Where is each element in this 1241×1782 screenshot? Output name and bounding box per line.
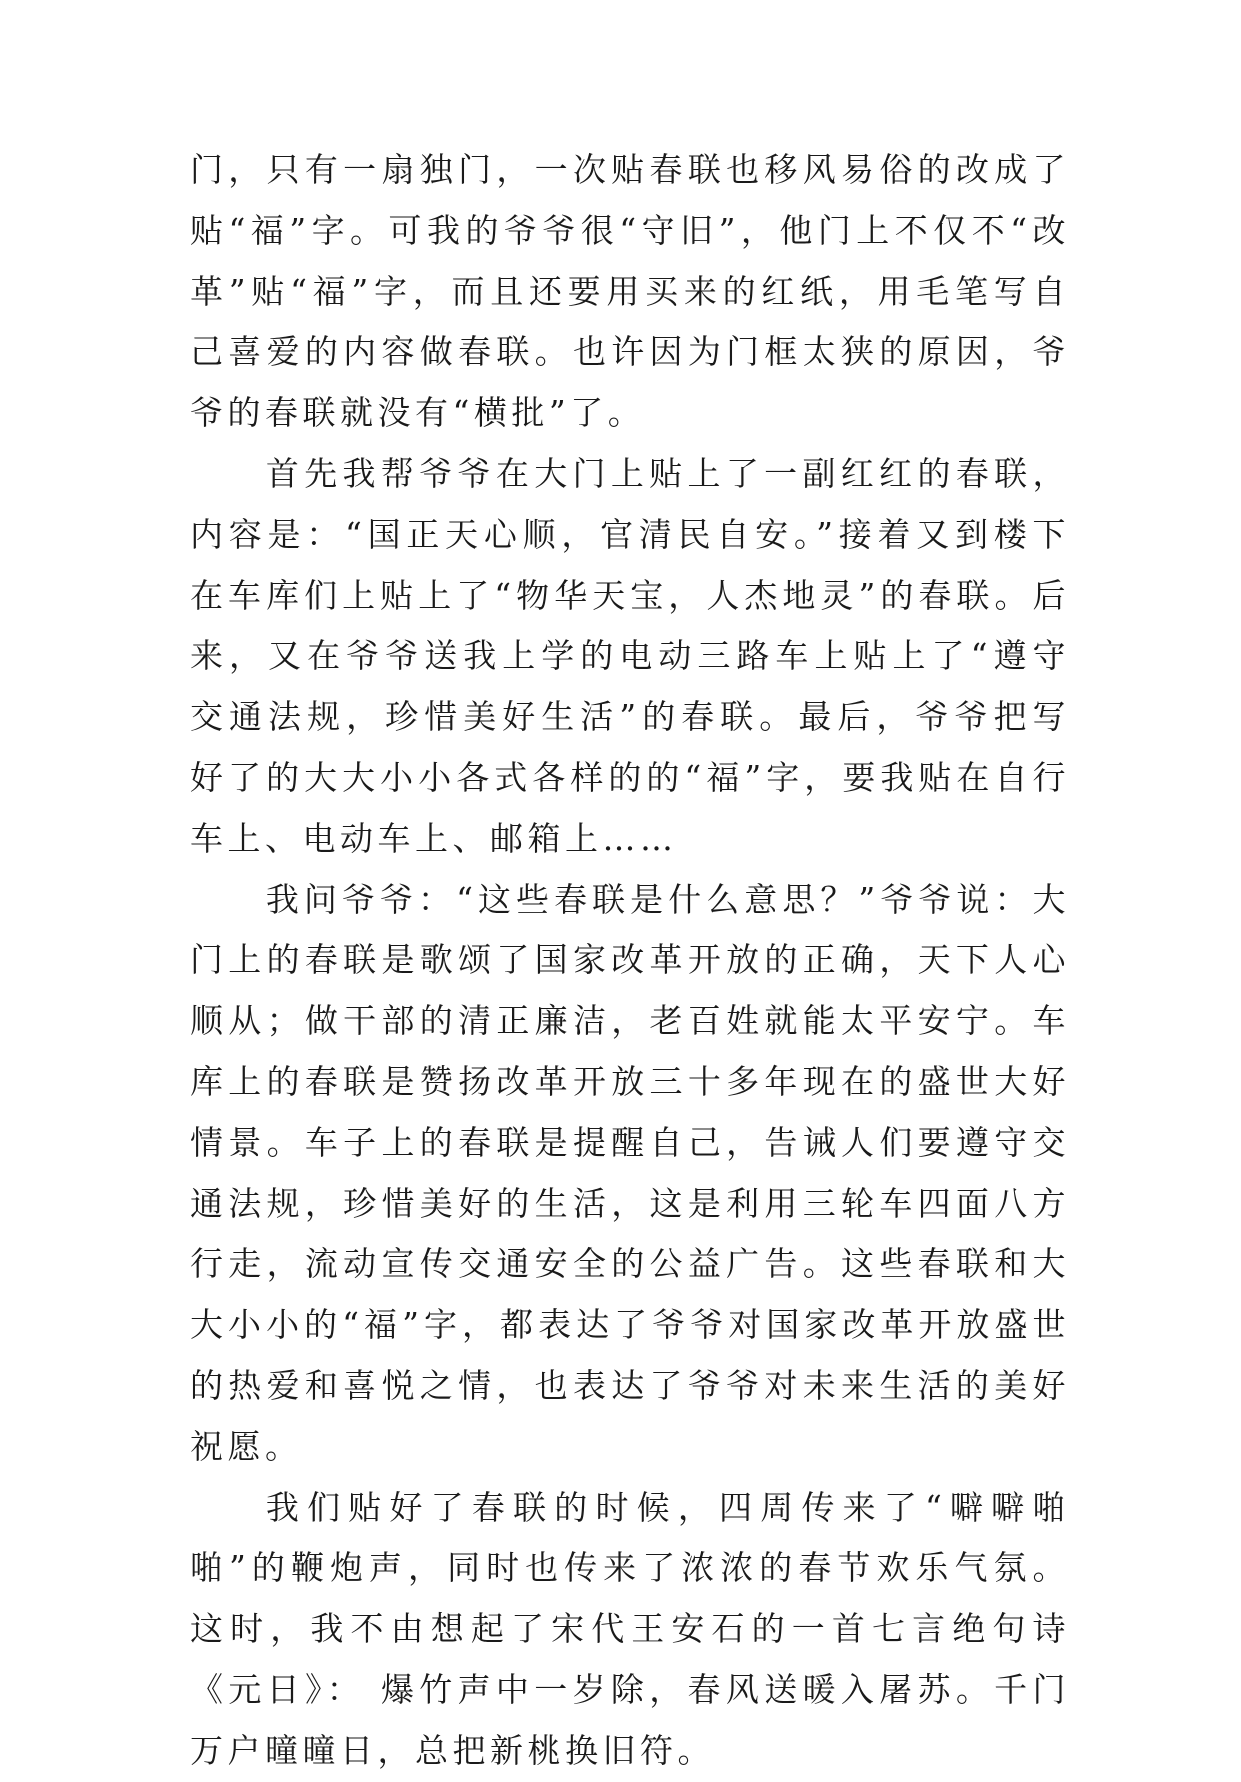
paragraph-3: 我问爷爷：“这些春联是什么意思？”爷爷说：大门上的春联是歌颂了国家改革开放的正确，天下人心顺从；做干部的清正廉洁，老百姓就能太平安宁。车库上的春联是赞扬改革开放三十多年现在的盛世大好情景。车子上的春联是提醒自己，告诫人们要遵守交通法规，珍惜美好的生活，这是利用三轮车四面八方行走，流动宣传交通安全的公益广告。这些春联和大大小小的“福”字，都表达了爷爷对国家改革开放盛世的热爱和喜悦之情，也表达了爷爷对未来生活的美好祝愿。 — [190, 879, 1070, 1466]
paragraph-4: 我们贴好了春联的时候，四周传来了“噼噼啪啪”的鞭炮声，同时也传来了浓浓的春节欢乐气氛。这时，我不由想起了宋代王安石的一首七言绝句诗《元日》： 爆竹声中一岁除，春风送暖入屠苏。千门万户曈曈日，总把新桃换旧符。 — [190, 1487, 1070, 1770]
paragraph-2: 首先我帮爷爷在大门上贴上了一副红红的春联，内容是：“国正天心顺，官清民自安。”接着又到楼下在车库们上贴上了“物华天宝，人杰地灵”的春联。后来，又在爷爷送我上学的电动三路车上贴上了“遵守交通法规，珍惜美好生活”的春联。最后，爷爷把写好了的大大小小各式各样的的“福”字，要我贴在自行车上、电动车上、邮箱上…… — [190, 453, 1070, 858]
essay-body — [190, 140, 1070, 1782]
paragraph-1: 门，只有一扇独门，一次贴春联也移风易俗的改成了贴“福”字。可我的爷爷很“守旧”，他门上不仅不“改革”贴“福”字，而且还要用买来的红纸，用毛笔写自己喜爱的内容做春联。也许因为门框太狭的原因，爷爷的春联就没有“横批”了。 — [190, 150, 1070, 433]
